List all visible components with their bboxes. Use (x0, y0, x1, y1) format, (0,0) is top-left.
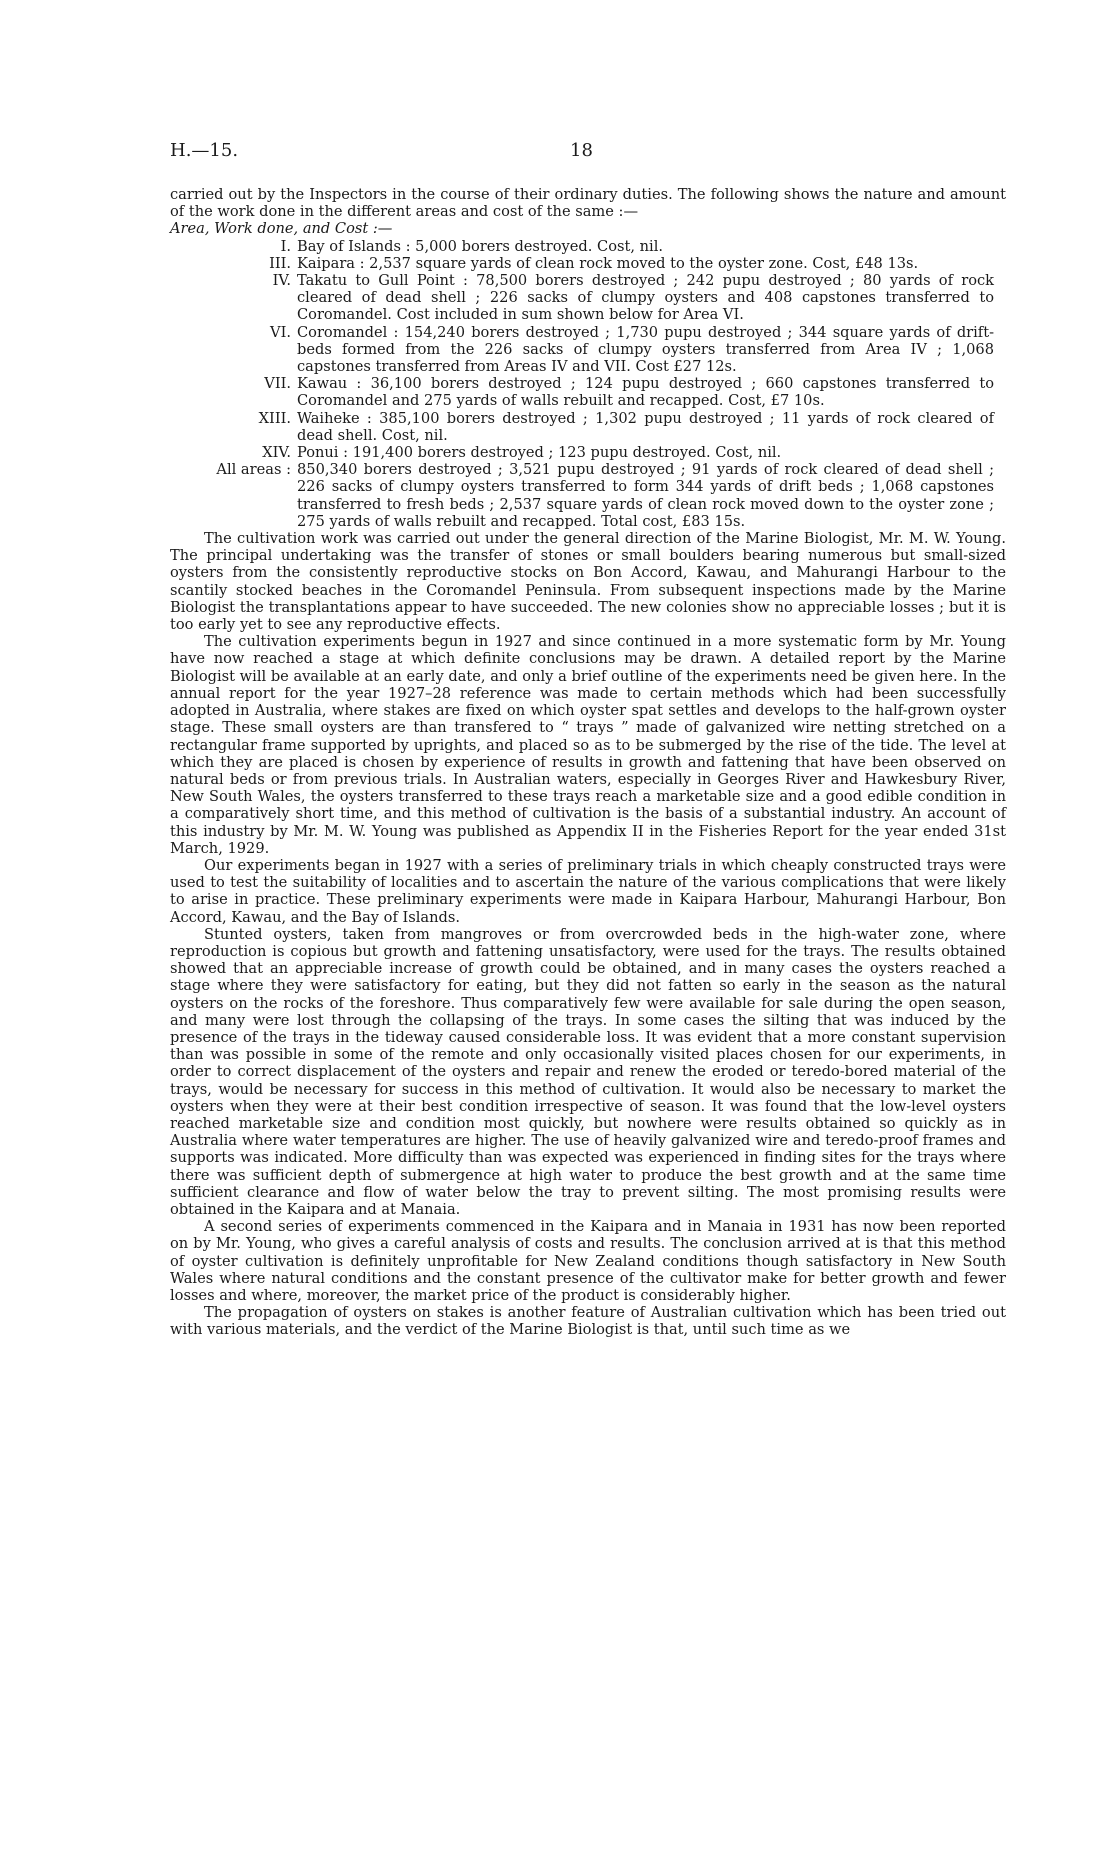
area-number: VII. (264, 375, 291, 393)
area-list-heading: Area, Work done, and Cost :— (170, 220, 393, 238)
body-paragraph: Our experiments began in 1927 with a series of preliminary trials in which cheaply constructed trays were used to test the suitability of localities and to ascertain the nature of the various complications that were likely to arise in practice. These preliminary experiments were made in Kaipara Harbour, Mahurangi Harbour, Bon Accord, Kawau, and the Bay of Islands. (170, 856, 1006, 926)
body-paragraph: The cultivation experiments begun in 1927 and since continued in a more systematic form by Mr. Young have now reached a stage at which definite conclusions may be drawn. A detailed report by the Marine Biologist will be available at an early date, and only a brief outline of the experiments need be given here. In the annual report for the year 1927–28 reference was made to certain methods which had been successfully adopted in Australia, where stakes are fixed on which oyster spat settles and develops to the half-grown oyster stage. These small oysters are than transfered to “ trays ” made of galvanized wire netting stretched on a rectangular frame supported by uprights, and placed so as to be submerged by the rise of the tide. The level at which they are placed is chosen by experience of results in growth and fattening that have been observed on natural beds or from previous trials. In Australian waters, especially in Georges River and Hawkesbury River, New South Wales, the oysters transferred to these trays reach a marketable size and a good edible condition in a comparatively short time, and this method of cultivation is the basis of a substantial industry. An account of this industry by Mr. M. W. Young was published as Appendix II in the Fisheries Report for the year ended 31st March, 1929. (170, 633, 1006, 857)
body-paragraph: A second series of experiments commenced in the Kaipara and in Manaia in 1931 has now been reported on by Mr. Young, who gives a careful analysis of costs and results. The conclusion arrived at is that this method of oyster cultivation is definitely unprofitable for New Zealand conditions though satisfactory in New South Wales where natural conditions and the constant presence of the cultivator make for better growth and fewer losses and where, moreover, the market price of the product is considerably higher. (170, 1218, 1006, 1304)
page-body (170, 186, 1006, 1339)
area-number: XIII. (258, 409, 291, 427)
report-reference: H.—15. (170, 140, 239, 161)
area-text: Bay of Islands : 5,000 borers destroyed. Cost, nil. (297, 237, 663, 255)
area-text: Waiheke : 385,100 borers destroyed ; 1,302 pupu destroyed ; 11 yards of rock cleared of dead shell. Cost, nil. (297, 409, 994, 444)
area-text: Kaipara : 2,537 square yards of clean rock moved to the oyster zone. Cost, £48 13s. (297, 254, 919, 272)
body-paragraph: The propagation of oysters on stakes is another feature of Australian cultivation which has been tried out with various materials, and the verdict of the Marine Biologist is that, until such time as we (170, 1304, 1006, 1339)
body-paragraph: The cultivation work was carried out under the general direction of the Marine Biologist, Mr. M. W. Young. The principal undertaking was the transfer of stones or small boulders bearing numerous but small-sized oysters from the consistently reproductive stocks on Bon Accord, Kawau, and Mahurangi Harbour to the scantily stocked beaches in the Coromandel Peninsula. From subsequent inspections made by the Marine Biologist the transplantations appear to have succeeded. The new colonies show no appreciable losses ; but it is too early yet to see any reproductive effects. (170, 530, 1006, 634)
area-number: III. (269, 254, 291, 272)
area-text: 850,340 borers destroyed ; 3,521 pupu destroyed ; 91 yards of rock cleared of dead shell ; 226 sacks of clumpy oysters transferred to form 344 yards of drift beds ; 1,068 capstones transferred to fresh beds ; 2,537 square yards of clean rock moved down to the oyster zone ; 275 yards of walls rebuilt and recapped. Total cost, £83 15s. (297, 461, 994, 530)
area-item (170, 375, 1006, 409)
area-number: VI. (270, 323, 291, 341)
body-paragraph: Stunted oysters, taken from mangroves or from overcrowded beds in the high-water zone, where reproduction is copious but growth and fattening unsatisfactory, were used for the trays. The results obtained showed that an appreciable increase of growth could be obtained, and in many cases the oysters reached a stage where they were satisfactory for eating, but they did not fatten so early in the season as the natural oysters on the rocks of the foreshore. Thus comparatively few were available for sale during the open season, and many were lost through the collapsing of the trays. In some cases the silting that was induced by the presence of the trays in the tideway caused considerable loss. It was evident that a more constant supervision than was possible in some of the remote and only occasionally visited places chosen for our experiments, in order to correct displacement of the oysters and repair and renew the eroded or teredo-bored material of the trays, would be necessary for success in this method of cultivation. It would also be necessary to market the oysters when they were at their best condition irrespective of season. It was found that the low-level oysters reached marketable size and condition most quickly, but nowhere were results obtained so quickly as in Australia where water temperatures are higher. The use of heavily galvanized wire and teredo-proof frames and supports was indicated. More difficulty than was expected was experienced in finding sites for the trays where there was sufficient depth of submergence at high water to produce the best growth and at the same time sufficient clearance and flow of water below the tray to prevent silting. The most promising results were obtained in the Kaipara and at Manaia. (170, 925, 1006, 1218)
page-header (170, 140, 1010, 164)
area-item (170, 255, 1006, 272)
area-item (170, 272, 1006, 324)
area-item (170, 410, 1006, 444)
area-item (170, 444, 1006, 461)
area-number: I. (280, 237, 291, 255)
area-item (170, 324, 1006, 376)
area-item-total (170, 461, 1006, 530)
area-work-list (170, 238, 1006, 530)
page-number: 18 (570, 140, 593, 161)
intro-paragraph: carried out by the Inspectors in the course of their ordinary duties. The following shows the nature and amount of the work done in the different areas and cost of the same :— (170, 186, 1006, 221)
area-text: Ponui : 191,400 borers destroyed ; 123 pupu destroyed. Cost, nil. (297, 444, 782, 462)
area-number: IV. (272, 272, 291, 290)
area-text: Takatu to Gull Point : 78,500 borers destroyed ; 242 pupu destroyed ; 80 yards of rock cleared of dead shell ; 226 sacks of clumpy oysters and 408 capstones transferred to Coromandel. Cost included in sum shown below for Area VI. (297, 272, 994, 324)
area-text: Kawau : 36,100 borers destroyed ; 124 pupu destroyed ; 660 capstones transferred to Coromandel and 275 yards of walls rebuilt and recapped. Cost, £7 10s. (297, 375, 994, 410)
area-number: XIV. (262, 444, 291, 462)
area-item (170, 238, 1006, 255)
area-number: All areas : (216, 461, 291, 479)
area-text: Coromandel : 154,240 borers destroyed ; 1,730 pupu destroyed ; 344 square yards of drift-beds formed from the 226 sacks of clumpy oysters transferred from Area IV ; 1,068 capstones transferred from Areas IV and VII. Cost £27 12s. (297, 323, 994, 376)
